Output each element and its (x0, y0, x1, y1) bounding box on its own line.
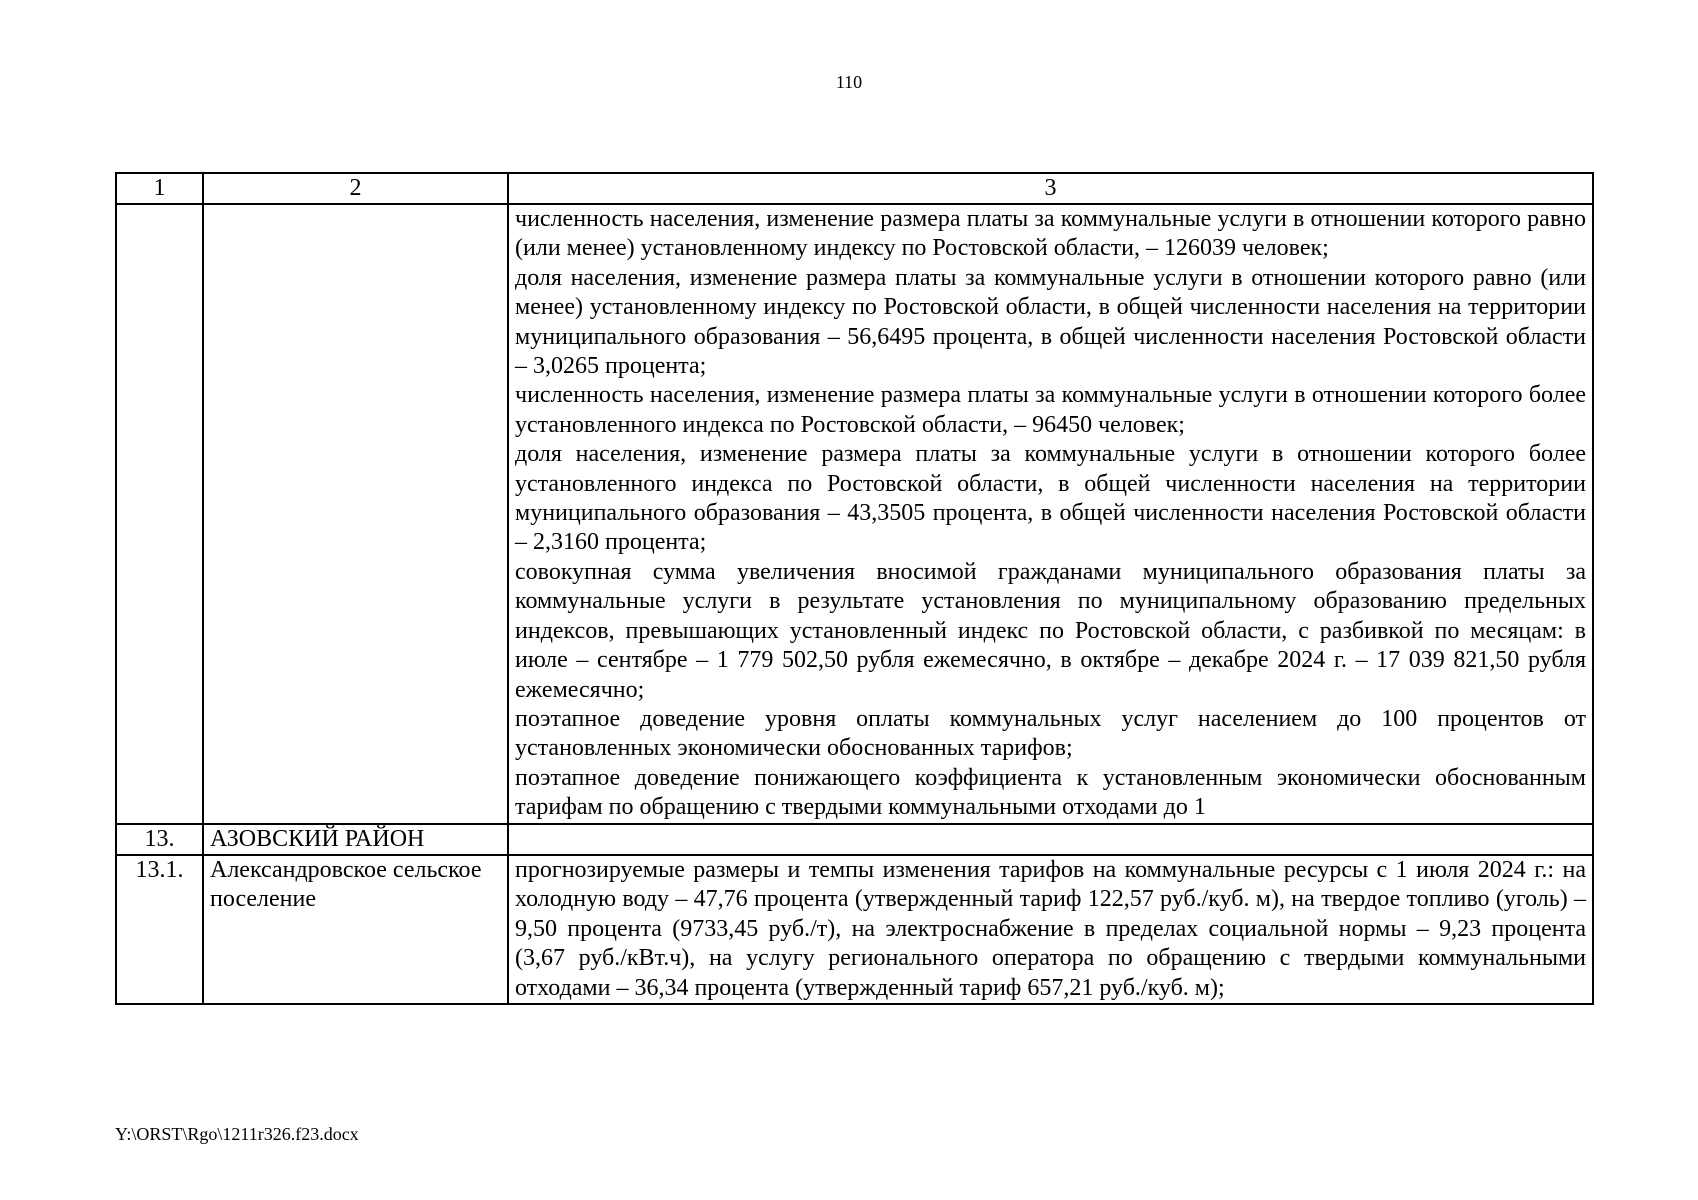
page-number: 110 (835, 72, 863, 92)
section-name: АЗОВСКИЙ РАЙОН (203, 824, 508, 855)
section-content (508, 824, 1593, 855)
row-content-cell (508, 204, 1593, 824)
content-paragraph: поэтапное доведение уровня оплаты коммунальных услуг населением до 100 процентов от установленных экономически обоснованных тарифов; (515, 705, 1586, 762)
subsection-name: Александровское сельское поселение (203, 855, 508, 1004)
header-cell-3: 3 (508, 173, 1593, 204)
content-paragraph: доля населения, изменение размера платы за коммунальные услуги в отношении которого более установленного индекса по Ростовской области, в общей численности населения на территории муниципального образования – 43,3505 процента, в общей численности населения Ростовской области – 2,3160 процента; (515, 441, 1586, 556)
header-cell-1: 1 (116, 173, 203, 204)
row-number-cell (116, 204, 203, 824)
table-header-row (116, 173, 1593, 204)
subsection-number: 13.1. (116, 855, 203, 1004)
content-paragraph: численность населения, изменение размера платы за коммунальные услуги в отношении которого более установленного индекса по Ростовской области, – 96450 человек; (515, 382, 1586, 438)
section-number: 13. (116, 824, 203, 855)
content-paragraph: поэтапное доведение понижающего коэффициента к установленным экономически обоснованным тарифам по обращению с твердыми коммунальными отходами до 1 (515, 764, 1586, 821)
subsection-content (508, 855, 1593, 1004)
header-cell-2: 2 (203, 173, 508, 204)
content-paragraph: доля населения, изменение размера платы за коммунальные услуги в отношении которого равно (или менее) установленному индексу по Ростовской области, в общей численности населения на территории муниципального образования – 56,6495 процента, в общей численности населения Ростовской области – 3,0265 процента; (515, 264, 1586, 380)
content-paragraph: численность населения, изменение размера платы за коммунальные услуги в отношении которого равно (или менее) установленному индексу по Ростовской области, – 126039 человек; (515, 206, 1586, 262)
content-paragraph: совокупная сумма увеличения вносимой гражданами муниципального образования платы за коммунальные услуги в результате установления по муниципальному образованию предельных индексов, превышающих установленный индекс по Ростовской области, с разбивкой по месяцам: в июле – сентябре – 1 779 502,50 рубля ежемесячно, в октябре – декабре 2024 г. – 17 039 821,50 рубля ежемесячно; (515, 558, 1586, 703)
table-row (116, 824, 1593, 855)
table-row (116, 204, 1593, 824)
row-name-cell (203, 204, 508, 824)
footer-file-path: Y:\ORST\Rgo\1211r326.f23.docx (115, 1124, 359, 1144)
content-paragraph: прогнозируемые размеры и темпы изменения тарифов на коммунальные ресурсы с 1 июля 2024 г.: на холодную воду – 47,76 процента (утвержденный тариф 122,57 руб./куб. м), на твердое топливо (уголь) – 9,50 процента (9733,45 руб./т), на электроснабжение в пределах социальной нормы – 9,23 процента (3,67 руб./кВт.ч), на услугу регионального оператора по обращению с твердыми коммунальными отходами – 36,34 процента (утвержденный тариф 657,21 руб./куб. м); (515, 856, 1586, 1001)
document-table (115, 172, 1594, 1005)
table-row (116, 855, 1593, 1004)
